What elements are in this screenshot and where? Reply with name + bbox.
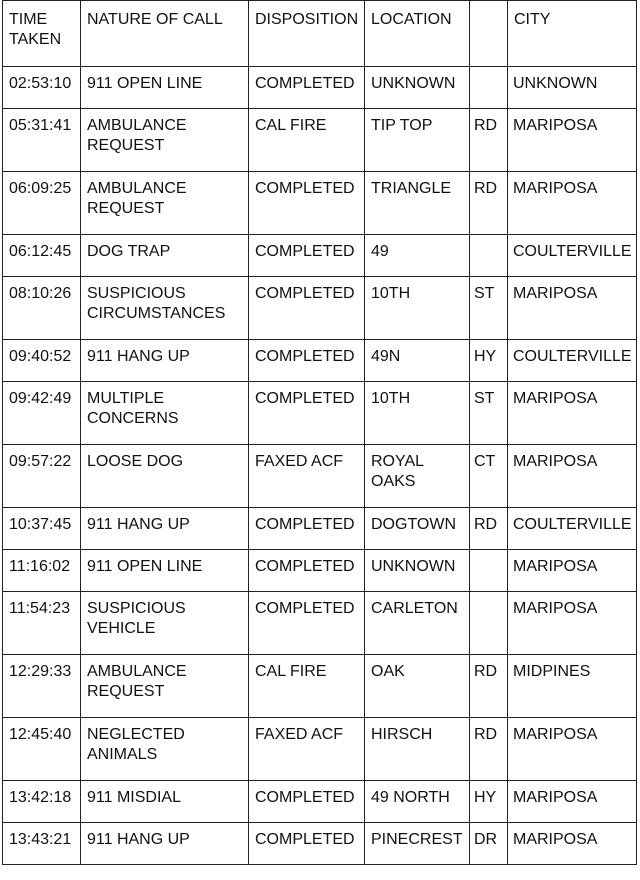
cell-nature: 911 OPEN LINE [81, 550, 249, 592]
table-row [3, 340, 637, 382]
cell-disposition: COMPLETED [249, 172, 365, 235]
table-row [3, 277, 637, 340]
cell-city: MIDPINES [508, 655, 637, 718]
cell-nature: 911 HANG UP [81, 508, 249, 550]
header-row [3, 1, 637, 67]
cell-location: UNKNOWN [365, 550, 470, 592]
cell-nature: 911 OPEN LINE [81, 67, 249, 109]
cell-nature: 911 HANG UP [81, 340, 249, 382]
cell-time: 13:42:18 [3, 781, 81, 823]
header-city: CITY [508, 1, 637, 67]
table-row [3, 781, 637, 823]
cell-city: MARIPOSA [508, 445, 637, 508]
cell-city: COULTERVILLE [508, 508, 637, 550]
cell-city: COULTERVILLE [508, 235, 637, 277]
cell-city: MARIPOSA [508, 718, 637, 781]
header-street-type [470, 1, 508, 67]
cell-city: MARIPOSA [508, 550, 637, 592]
table-row [3, 550, 637, 592]
cell-time: 10:37:45 [3, 508, 81, 550]
table-row [3, 109, 637, 172]
cell-nature: AMBULANCE REQUEST [81, 172, 249, 235]
cell-time: 05:31:41 [3, 109, 81, 172]
cell-street-type: RD [470, 172, 508, 235]
cell-street-type: RD [470, 109, 508, 172]
table-row [3, 823, 637, 865]
call-log-body [3, 67, 637, 865]
table-row [3, 382, 637, 445]
cell-location: 49N [365, 340, 470, 382]
cell-nature: DOG TRAP [81, 235, 249, 277]
cell-disposition: COMPLETED [249, 823, 365, 865]
cell-time: 11:16:02 [3, 550, 81, 592]
cell-time: 06:12:45 [3, 235, 81, 277]
table-row [3, 445, 637, 508]
cell-location: UNKNOWN [365, 67, 470, 109]
cell-city: MARIPOSA [508, 382, 637, 445]
cell-city: MARIPOSA [508, 277, 637, 340]
table-row [3, 172, 637, 235]
cell-street-type: DR [470, 823, 508, 865]
cell-disposition: COMPLETED [249, 781, 365, 823]
cell-time: 13:43:21 [3, 823, 81, 865]
cell-time: 12:45:40 [3, 718, 81, 781]
cell-location: DOGTOWN [365, 508, 470, 550]
cell-location: HIRSCH [365, 718, 470, 781]
cell-street-type: RD [470, 508, 508, 550]
cell-time: 02:53:10 [3, 67, 81, 109]
cell-city: MARIPOSA [508, 592, 637, 655]
cell-location: 49 NORTH [365, 781, 470, 823]
cell-location: ROYAL OAKS [365, 445, 470, 508]
table-row [3, 508, 637, 550]
call-log-table [2, 0, 637, 865]
cell-time: 11:54:23 [3, 592, 81, 655]
cell-location: 10TH [365, 382, 470, 445]
cell-disposition: COMPLETED [249, 508, 365, 550]
cell-nature: AMBULANCE REQUEST [81, 655, 249, 718]
cell-location: TIP TOP [365, 109, 470, 172]
cell-city: MARIPOSA [508, 172, 637, 235]
cell-disposition: FAXED ACF [249, 718, 365, 781]
cell-time: 12:29:33 [3, 655, 81, 718]
cell-disposition: COMPLETED [249, 592, 365, 655]
cell-street-type [470, 550, 508, 592]
cell-nature: SUSPICIOUS VEHICLE [81, 592, 249, 655]
cell-nature: LOOSE DOG [81, 445, 249, 508]
cell-street-type: ST [470, 277, 508, 340]
cell-city: MARIPOSA [508, 781, 637, 823]
cell-time: 09:42:49 [3, 382, 81, 445]
cell-disposition: CAL FIRE [249, 109, 365, 172]
cell-location: CARLETON [365, 592, 470, 655]
cell-disposition: COMPLETED [249, 277, 365, 340]
cell-disposition: COMPLETED [249, 382, 365, 445]
cell-city: COULTERVILLE [508, 340, 637, 382]
header-disposition: DISPOSITION [249, 1, 365, 67]
table-row [3, 235, 637, 277]
cell-time: 08:10:26 [3, 277, 81, 340]
cell-street-type [470, 235, 508, 277]
cell-location: OAK [365, 655, 470, 718]
cell-street-type: RD [470, 655, 508, 718]
cell-disposition: COMPLETED [249, 340, 365, 382]
cell-location: 49 [365, 235, 470, 277]
cell-nature: 911 HANG UP [81, 823, 249, 865]
cell-location: 10TH [365, 277, 470, 340]
cell-location: TRIANGLE [365, 172, 470, 235]
cell-street-type: RD [470, 718, 508, 781]
cell-street-type: HY [470, 781, 508, 823]
cell-city: MARIPOSA [508, 109, 637, 172]
cell-time: 09:40:52 [3, 340, 81, 382]
header-location: LOCATION [365, 1, 470, 67]
header-time-taken: TIME TAKEN [3, 1, 81, 67]
cell-street-type: CT [470, 445, 508, 508]
table-row [3, 67, 637, 109]
cell-nature: MULTIPLE CONCERNS [81, 382, 249, 445]
table-row [3, 718, 637, 781]
cell-disposition: FAXED ACF [249, 445, 365, 508]
cell-time: 09:57:22 [3, 445, 81, 508]
cell-disposition: CAL FIRE [249, 655, 365, 718]
cell-city: MARIPOSA [508, 823, 637, 865]
cell-time: 06:09:25 [3, 172, 81, 235]
cell-street-type: ST [470, 382, 508, 445]
cell-nature: AMBULANCE REQUEST [81, 109, 249, 172]
cell-disposition: COMPLETED [249, 235, 365, 277]
cell-street-type [470, 592, 508, 655]
call-log-sheet [2, 0, 638, 865]
cell-nature: SUSPICIOUS CIRCUMSTANCES [81, 277, 249, 340]
table-row [3, 655, 637, 718]
cell-nature: 911 MISDIAL [81, 781, 249, 823]
cell-disposition: COMPLETED [249, 550, 365, 592]
cell-location: PINECREST [365, 823, 470, 865]
header-nature-of-call: NATURE OF CALL [81, 1, 249, 67]
cell-street-type: HY [470, 340, 508, 382]
table-row [3, 592, 637, 655]
cell-nature: NEGLECTED ANIMALS [81, 718, 249, 781]
cell-city: UNKNOWN [508, 67, 637, 109]
cell-disposition: COMPLETED [249, 67, 365, 109]
cell-street-type [470, 67, 508, 109]
